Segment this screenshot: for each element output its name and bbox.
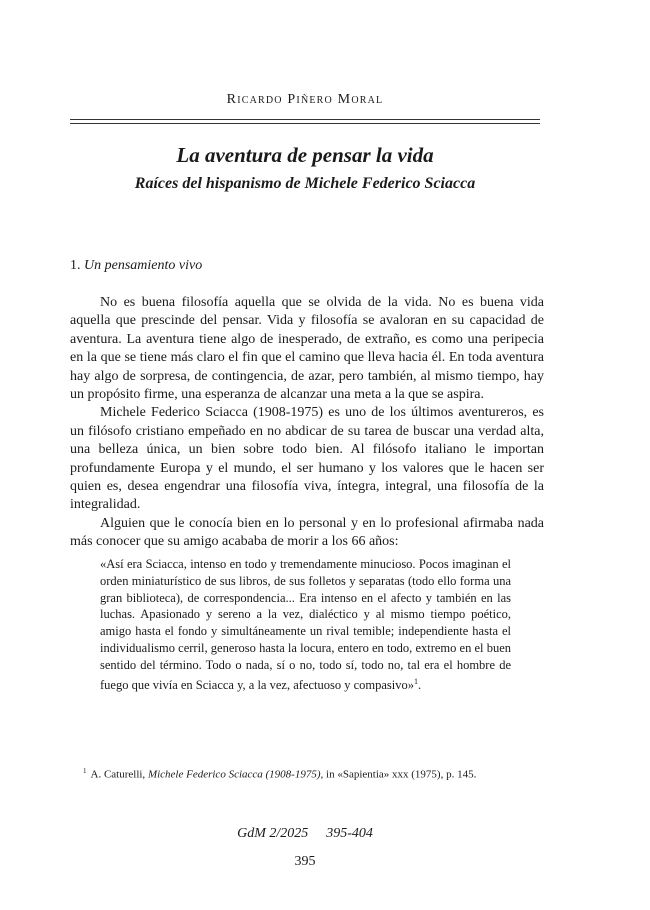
footnote [83,767,543,781]
journal-citation [0,826,610,842]
block-quote [100,556,511,694]
footnote-reference[interactable]: 1 [414,676,418,686]
header-rule-bottom [70,123,540,124]
footnote-mark: 1 [83,767,87,775]
paragraph: Alguien que le conocía bien en lo personal y en lo profesional afirmaba nada más conocer que su amigo acababa de morir a los 66 años: [70,515,544,550]
quote-end: . [418,677,422,692]
section-number: 1. [70,258,81,273]
header-rule-top [70,119,540,120]
article-subtitle: Raíces del hispanismo de Michele Federico Sciacca [134,175,476,192]
footnote-work: Michele Federico Sciacca (1908-1975) [147,768,321,781]
journal-issue: GdM 2/2025 [237,826,309,841]
quote-paragraph [100,556,511,694]
page-number: 395 [294,854,316,869]
running-head: Ricardo Piñero Moral [226,92,384,107]
article-title: La aventura de pensar la vida [176,143,434,167]
section-heading [70,258,202,274]
paragraph: Michele Federico Sciacca (1908-1975) es uno de los últimos aventureros, es un filósofo cristiano empeñado en no abdicar de su tarea de buscar una verdad alta, una belleza única, un bien sobre todo bien. Al filósofo italiano le importan profundamente Europa y el mundo, el ser humano y los valores que le hacen ser quien es, desea engendrar una filosofía viva, íntegra, integral, una filosofía de la integralidad. [70,405,544,513]
body-text [70,294,544,552]
journal-pages: 395-404 [326,826,373,841]
section-title: Un pensamiento vivo [84,258,203,273]
quote-text: «Así era Sciacca, intenso en todo y tremendamente minucioso. Pocos imaginan el orden miniaturístico de sus libros, de sus folletos y separatas (todo ello forma una gran biblioteca), de correspondencia... Era intenso en el afecto y también en las luchas. Apasionado y sereno a la vez, dialéctico y al mismo tiempo poético, amigo hasta el fondo y simultáneamente un rival temible; independiente hasta el individualismo cerril, generoso hasta la locura, entero en todo, extremo en el buen sentido del término. Todo o nada, sí o no, todo sí, todo no, tal era el hombre de fuego que vivía en Sciacca y, a la vez, afectuoso y compasivo» [100,557,511,692]
footnote-author: A. Caturelli, [90,768,146,781]
paragraph: No es buena filosofía aquella que se olvida de la vida. No es buena vida aquella que prescinde del pensar. Vida y filosofía se avaloran en su capacidad de aventura. La aventura tiene algo de inesperado, de extraño, es como una peripecia en la que se tiene más claro el fin que el camino que lleva hacia él. En toda aventura hay algo de sorpresa, de contingencia, de azar, pero también, al mismo tiempo, hay un propósito firme, una esperanza de alcanzar una meta a la que se aspira. [70,295,544,403]
footnote-rest: , in «Sapientia» xxx (1975), p. 145. [320,768,477,781]
